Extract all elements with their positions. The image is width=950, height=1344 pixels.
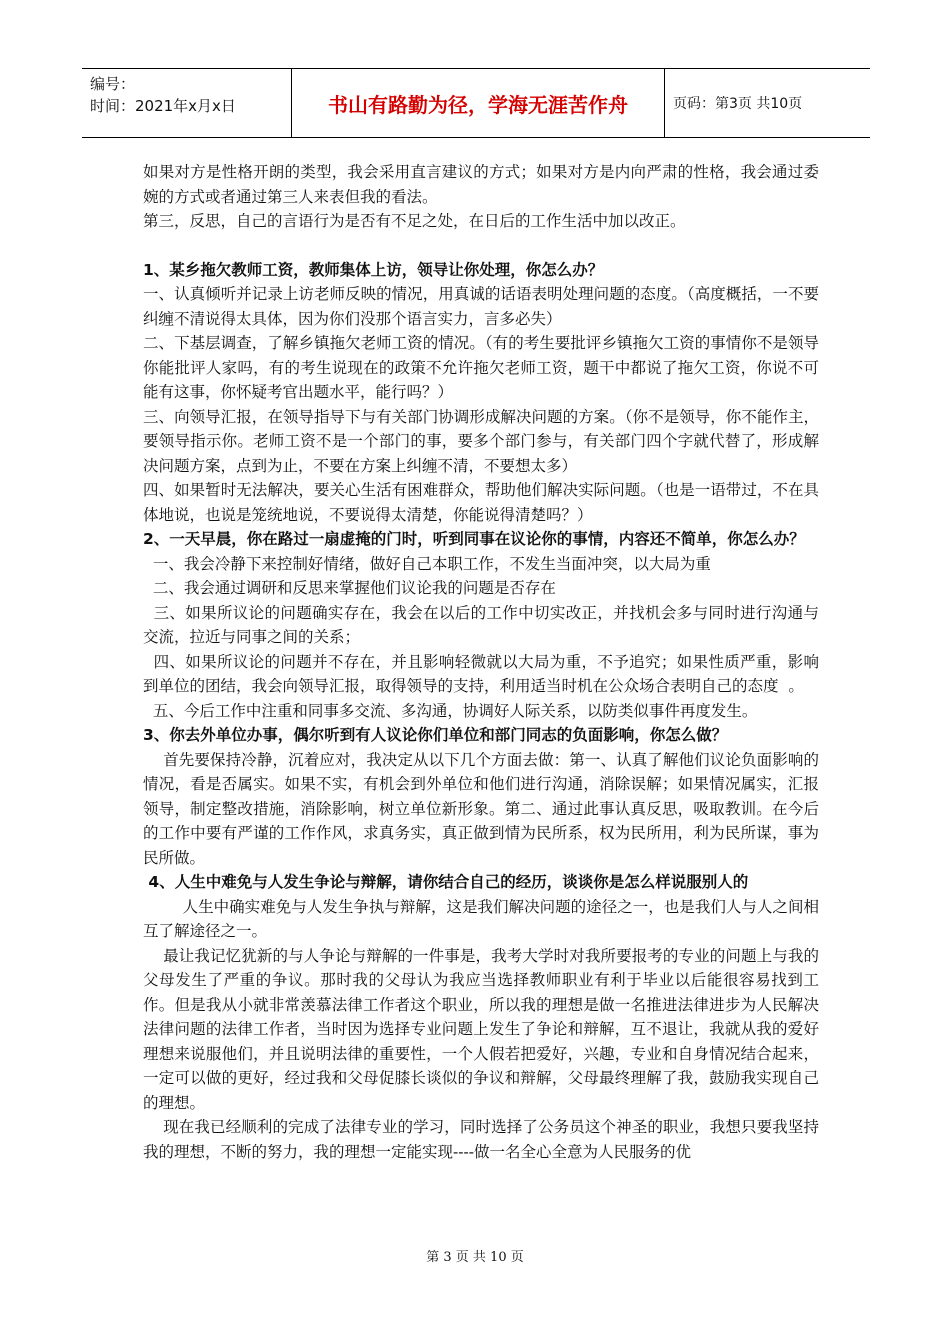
- time-label: 时间：2021年x月x日: [90, 97, 236, 115]
- paragraph: 最让我记忆犹新的与人争论与辩解的一件事是，我考大学时对我所要报考的专业的问题上与我的父母发生了严重的争议。那时我的父母认为我应当选择教师职业有利于毕业以后能很容易找到工作。但是我从小就非常羡慕法律工作者这个职业，所以我的理想是做一名推进法律进步为人民解决法律问题的法律工作者，当时因为选择专业问题上发生了争论和辩解，互不退让，我就从我的爱好理想来说服他们，并且说明法律的重要性，一个人假若把爱好，兴趣，专业和自身情况结合起来，一定可以做的更好，经过我和父母促膝长谈似的争议和辩解，父母最终理解了我，鼓励我实现自己的理想。: [143, 946, 819, 1112]
- page-footer: 第 3 页 共 10 页: [426, 1250, 524, 1265]
- paragraph: 二、我会通过调研和反思来掌握他们议论我的问题是否存在: [143, 579, 556, 597]
- document-body: [143, 160, 819, 1164]
- paragraph: 三、如果所议论的问题确实存在，我会在以后的工作中切实改正，并找机会多与同时进行沟通与交流，拉近与同事之间的关系；: [143, 603, 819, 646]
- paragraph: 三、向领导汇报，在领导指导下与有关部门协调形成解决问题的方案。（你不是领导，你不能作主，要领导指示你。老师工资不是一个部门的事，要多个部门参与，有关部门四个字就代替了，形成解决问题方案，点到为止，不要在方案上纠缠不清，不要想太多）: [143, 407, 819, 475]
- paragraph: 五、今后工作中注重和同事多交流、多沟通，协调好人际关系，以防类似事件再度发生。: [143, 701, 758, 720]
- number-label: 编号：: [90, 75, 136, 93]
- document-header: [82, 68, 870, 138]
- question-heading: 3、你去外单位办事，偶尔听到有人议论你们单位和部门同志的负面影响，你怎么做？: [143, 726, 728, 744]
- header-motto: 书山有路勤为径，学海无涯苦作舟: [292, 69, 665, 137]
- paragraph: 首先要保持冷静，沉着应对，我决定从以下几个方面去做：第一、认真了解他们议论负面影响的情况，看是否属实。如果不实，有机会到外单位和他们进行沟通，消除误解；如果情况属实，汇报领导，制定整改措施，消除影响，树立单位新形象。第二、通过此事认真反思，吸取教训。在今后的工作中要有严谨的工作作风，求真务实，真正做到情为民所系，权为民所用，利为民所谋，事为民所做。: [143, 750, 819, 867]
- paragraph: 人生中确实难免与人发生争执与辩解，这是我们解决问题的途径之一，也是我们人与人之间相互了解途径之一。: [143, 897, 819, 940]
- question-heading: 1、某乡拖欠教师工资，教师集体上访，领导让你处理，你怎么办？: [143, 260, 604, 279]
- paragraph: 现在我已经顺利的完成了法律专业的学习，同时选择了公务员这个神圣的职业，我想只要我坚持我的理想，不断的努力，我的理想一定能实现----做一名全心全意为人民服务的优: [143, 1118, 819, 1161]
- question-heading: 2、一天早晨，你在路过一扇虚掩的门时，听到同事在议论你的事情，内容还不简单，你怎么办？: [143, 530, 805, 548]
- paragraph-gap: [143, 234, 819, 258]
- question-heading: 4、人生中难免与人发生争论与辩解，请你结合自己的经历，谈谈你是怎么样说服别人的: [143, 873, 749, 891]
- paragraph: 一、我会冷静下来控制好情绪，做好自己本职工作，不发生当面冲突，以大局为重: [143, 554, 711, 573]
- paragraph: 四、如果所议论的问题并不存在，并且影响轻微就以大局为重，不予追究；如果性质严重，影响到单位的团结，我会向领导汇报，取得领导的支持，利用适当时机在公众场合表明自己的态度 。: [143, 652, 819, 695]
- header-left-cell: [82, 69, 292, 137]
- paragraph: 二、下基层调查，了解乡镇拖欠老师工资的情况。（有的考生要批评乡镇拖欠工资的事情你不是领导你能批评人家吗，有的考生说现在的政策不允许拖欠老师工资，题干中都说了拖欠工资，你说不可能有这事，你怀疑考官出题水平，能行吗？）: [143, 334, 819, 401]
- paragraph: 如果对方是性格开朗的类型，我会采用直言建议的方式；如果对方是内向严肃的性格，我会通过委婉的方式或者通过第三人来表但我的看法。: [143, 163, 819, 206]
- header-page-info: 页码：第3页 共10页: [673, 96, 803, 112]
- paragraph: 一、认真倾听并记录上访老师反映的情况，用真诚的话语表明处理问题的态度。（高度概括，一不要纠缠不清说得太具体，因为你们没那个语言实力，言多必失）: [143, 285, 819, 328]
- paragraph: 四、如果暂时无法解决，要关心生活有困难群众，帮助他们解决实际问题。（也是一语带过，不在具体地说，也说是笼统地说，不要说得太清楚，你能说得清楚吗？）: [143, 481, 819, 524]
- paragraph: 第三，反思，自己的言语行为是否有不足之处，在日后的工作生活中加以改正。: [143, 212, 686, 230]
